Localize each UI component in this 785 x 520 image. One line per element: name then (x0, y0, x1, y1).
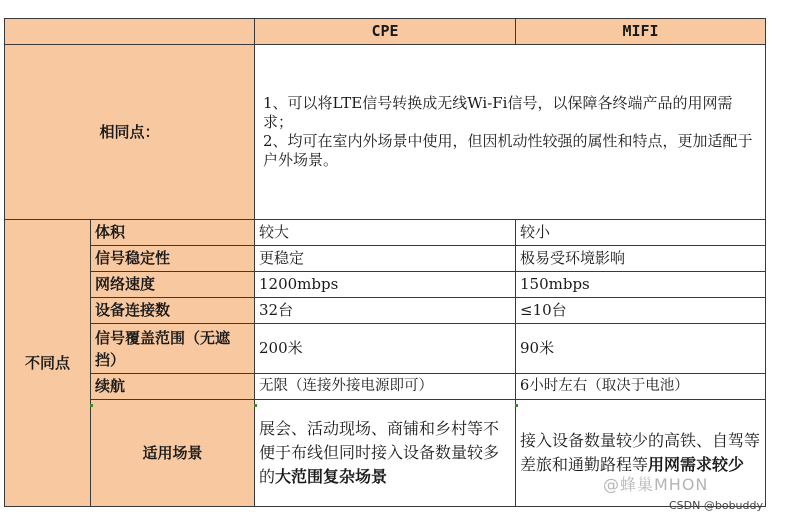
same-line-1: 1、可以将LTE信号转换成无线Wi-Fi信号，以保障各终端产品的用网需求； (263, 94, 733, 131)
mifi-cell: 极易受环境影响 (516, 246, 766, 272)
mifi-cell: 150mbps (516, 272, 766, 298)
diff-row (5, 246, 766, 272)
same-row (5, 45, 766, 220)
diff-row (5, 220, 766, 246)
cell-corner-marker (515, 404, 518, 407)
same-line-2: 2、均可在室内外场景中使用，但因机动性较强的属性和特点，更加适配于户外场景。 (263, 132, 753, 169)
cell-corner-marker (90, 404, 93, 407)
comparison-table (4, 18, 766, 507)
header-mifi: MIFI (516, 19, 766, 45)
cell-corner-marker (254, 404, 257, 407)
scenario-mifi-bold: 用网需求较少 (648, 455, 745, 474)
attr-cell: 信号稳定性 (91, 246, 255, 272)
mifi-cell: 6小时左右（取决于电池） (516, 374, 766, 400)
diff-row (5, 298, 766, 324)
mifi-cell: 较小 (516, 220, 766, 246)
attr-cell: 体积 (91, 220, 255, 246)
same-label: 相同点： (5, 45, 255, 220)
diff-label: 不同点 (5, 220, 91, 507)
mifi-cell: ≤10台 (516, 298, 766, 324)
overlay-watermark: @蜂巢MHON (603, 475, 709, 494)
diff-row (5, 272, 766, 298)
scenario-cpe-text: 展会、活动现场、商铺和乡村等不便于布线但同时接入设备数量较多的 (259, 419, 500, 486)
header-row (5, 19, 766, 45)
mifi-cell: 90米 (516, 324, 766, 374)
cpe-cell: 1200mbps (255, 272, 516, 298)
attr-cell: 信号覆盖范围（无遮挡） (91, 324, 255, 374)
attr-cell: 网络速度 (91, 272, 255, 298)
cpe-cell: 200米 (255, 324, 516, 374)
cpe-cell: 较大 (255, 220, 516, 246)
attr-cell: 设备连接数 (91, 298, 255, 324)
header-cpe: CPE (255, 19, 516, 45)
header-corner-cell (5, 19, 255, 45)
cpe-cell (255, 400, 516, 507)
attr-cell: 续航 (91, 374, 255, 400)
scenario-cpe-bold: 大范围复杂场景 (275, 467, 388, 486)
cpe-cell: 32台 (255, 298, 516, 324)
cpe-cell: 无限（连接外接电源即可） (255, 374, 516, 400)
cpe-cell: 更稳定 (255, 246, 516, 272)
diff-row (5, 374, 766, 400)
diff-row (5, 324, 766, 374)
attr-cell: 适用场景 (91, 400, 255, 507)
same-content (255, 45, 766, 220)
scenario-mifi-text: 接入设备数量较少的高铁、自驾等差旅和通勤路程等 (520, 431, 761, 474)
csdn-watermark: CSDN @bobuddy (669, 499, 763, 512)
